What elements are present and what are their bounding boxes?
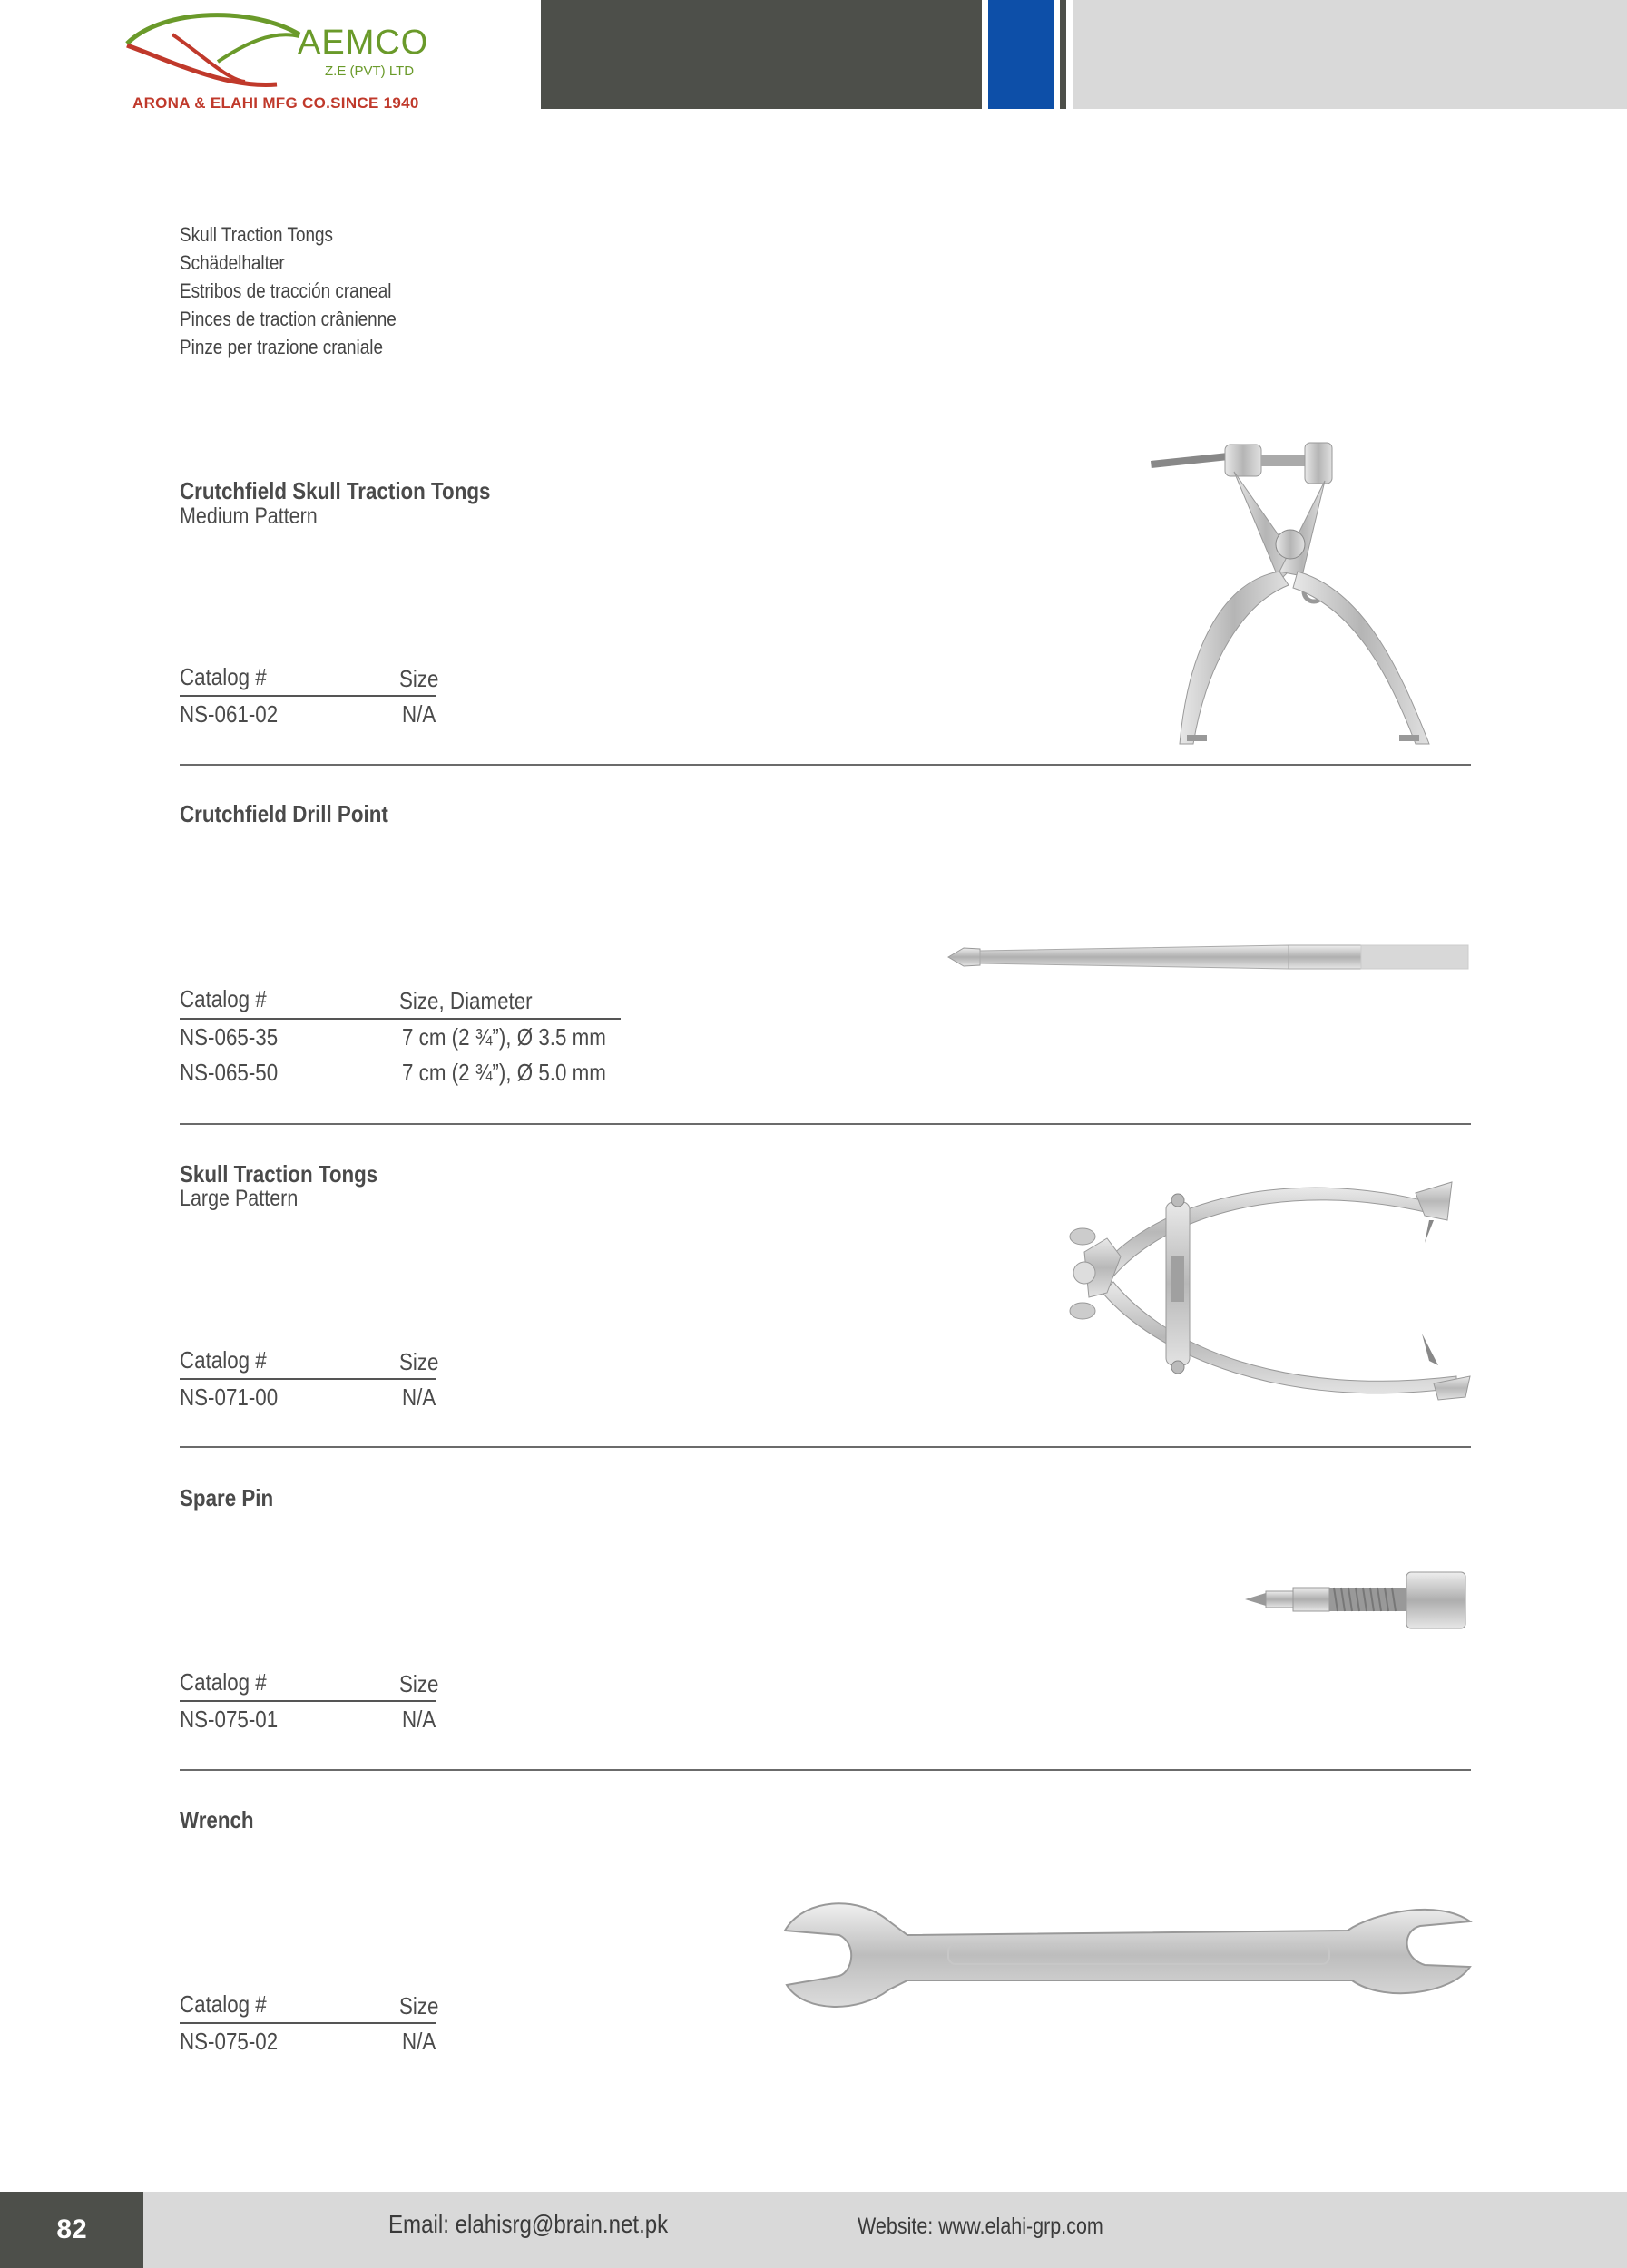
- logo-name: AEMCO: [298, 24, 429, 62]
- catalog-number: NS-071-00: [180, 1383, 279, 1411]
- crutchfield-tongs-image: [1143, 435, 1488, 753]
- header-bar-light: [1073, 0, 1627, 109]
- size-header: Size: [399, 665, 439, 692]
- table-header-underline: [180, 695, 436, 697]
- catalog-number: NS-065-35: [180, 1023, 279, 1051]
- table-header-underline: [180, 1018, 621, 1020]
- size-value: N/A: [402, 2028, 436, 2055]
- table-header-underline: [180, 1700, 436, 1702]
- size-value: N/A: [402, 700, 436, 728]
- intro-line-german: Schädelhalter: [180, 251, 285, 274]
- size-diameter-header: Size, Diameter: [399, 987, 533, 1014]
- size-value: 7 cm (2 ¾”), Ø 3.5 mm: [402, 1023, 606, 1051]
- intro-line-spanish: Estribos de tracción craneal: [180, 279, 392, 302]
- catalog-number: NS-075-02: [180, 2028, 279, 2055]
- intro-line-french: Pinces de traction crânienne: [180, 308, 397, 330]
- header-bar-dark: [541, 0, 982, 109]
- intro-line-italian: Pinze per trazione craniale: [180, 336, 384, 358]
- size-value: N/A: [402, 1383, 436, 1411]
- product-subtitle: Medium Pattern: [180, 503, 318, 529]
- size-value: 7 cm (2 ¾”), Ø 5.0 mm: [402, 1059, 606, 1086]
- footer-bar: [0, 2192, 1627, 2268]
- logo-subtitle: Z.E (PVT) LTD: [325, 64, 415, 79]
- catalog-header: Catalog #: [180, 1668, 267, 1696]
- table-header-underline: [180, 1378, 436, 1380]
- catalog-header: Catalog #: [180, 985, 267, 1012]
- product-title: Spare Pin: [180, 1484, 274, 1511]
- catalog-header: Catalog #: [180, 1346, 267, 1374]
- catalog-number: NS-061-02: [180, 700, 279, 728]
- section-divider: [180, 1123, 1471, 1125]
- intro-line-english: Skull Traction Tongs: [180, 223, 333, 246]
- section-divider: [180, 1446, 1471, 1448]
- header-bar-stripe: [1060, 0, 1066, 109]
- catalog-number: NS-065-50: [180, 1059, 279, 1086]
- drill-point-image: [944, 934, 1470, 980]
- product-subtitle: Large Pattern: [180, 1186, 299, 1211]
- product-title: Crutchfield Drill Point: [180, 800, 388, 827]
- footer-email[interactable]: Email: elahisrg@brain.net.pk: [388, 2210, 669, 2238]
- logo-swoosh-icon: [118, 7, 327, 107]
- product-title: Skull Traction Tongs: [180, 1160, 378, 1188]
- wrench-image: [785, 1894, 1475, 2012]
- page-number: 82: [56, 2214, 87, 2244]
- header-bar-blue: [988, 0, 1054, 109]
- logo-tagline: ARONA & ELAHI MFG CO.SINCE 1940: [132, 94, 419, 112]
- catalog-header: Catalog #: [180, 663, 267, 690]
- footer-website[interactable]: Website: www.elahi-grp.com: [858, 2214, 1103, 2239]
- size-header: Size: [399, 1992, 439, 2019]
- size-header: Size: [399, 1348, 439, 1375]
- spare-pin-image: [1243, 1568, 1470, 1631]
- product-title: Crutchfield Skull Traction Tongs: [180, 477, 491, 504]
- section-divider: [180, 1769, 1471, 1771]
- size-header: Size: [399, 1670, 439, 1697]
- table-header-underline: [180, 2022, 436, 2024]
- size-value: N/A: [402, 1706, 436, 1733]
- catalog-header: Catalog #: [180, 1990, 267, 2018]
- product-title: Wrench: [180, 1806, 254, 1833]
- section-divider: [180, 764, 1471, 766]
- large-tongs-image: [1048, 1166, 1475, 1438]
- catalog-number: NS-075-01: [180, 1706, 279, 1733]
